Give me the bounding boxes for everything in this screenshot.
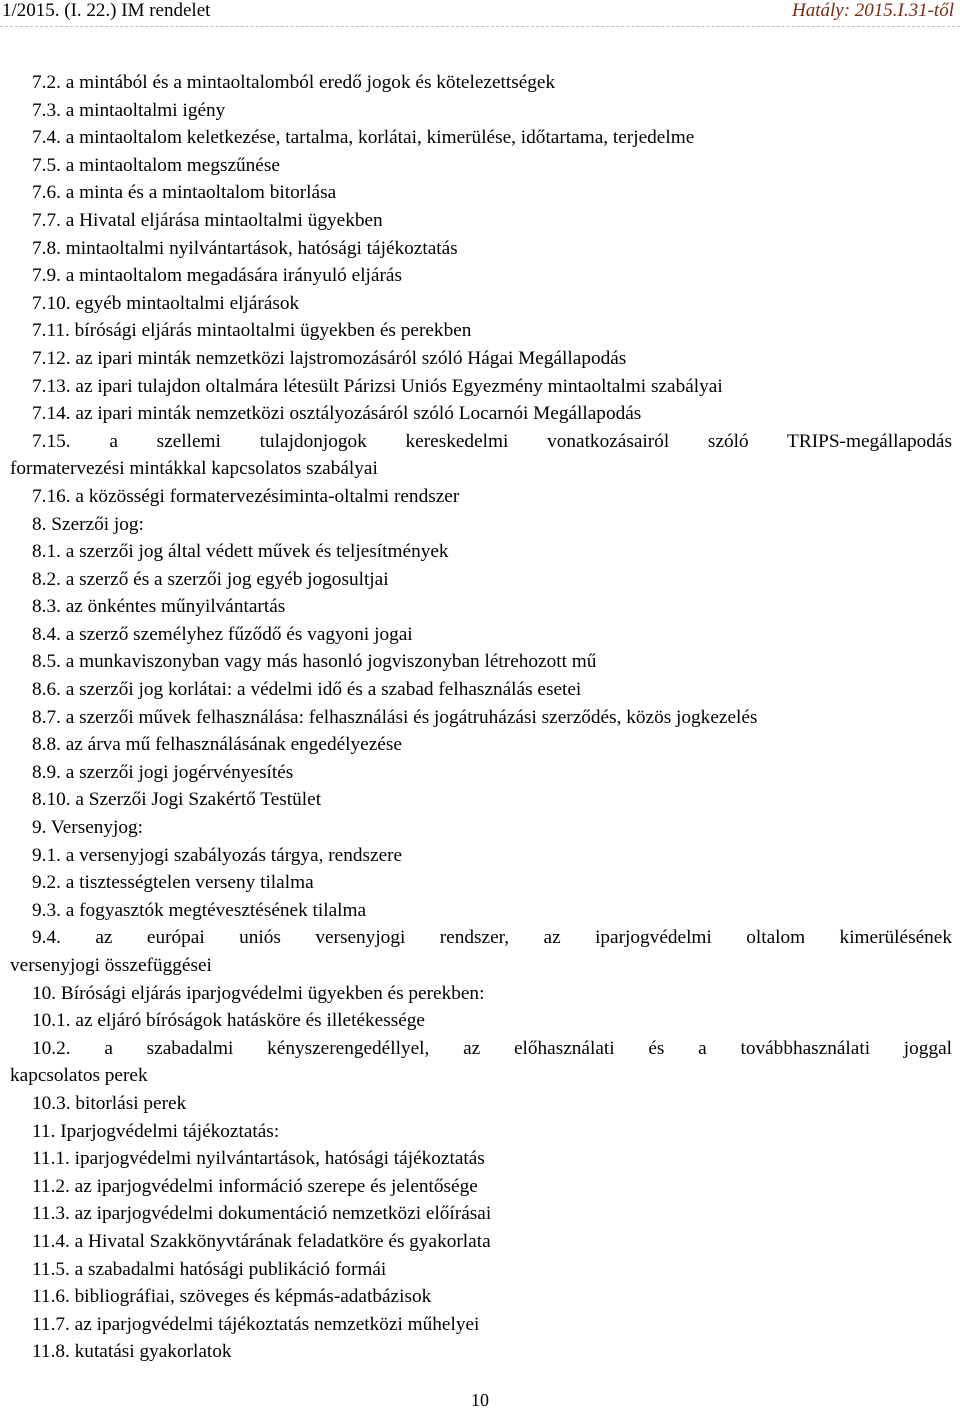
section-heading: 9. Versenyjog:	[32, 817, 144, 839]
list-item: 8.4. a szerző személyhez fűződő és vagyoni jogai	[32, 623, 413, 645]
list-item: 10.2. a szabadalmi kényszerengedéllyel, az előhasználati és a továbbhasználati joggal	[32, 1037, 952, 1059]
list-item: 10.3. bitorlási perek	[32, 1092, 187, 1114]
header-divider	[0, 26, 960, 27]
list-item: 7.5. a mintaoltalom megszűnése	[32, 154, 280, 176]
list-item: 7.13. az ipari tulajdon oltalmára létesült Párizsi Uniós Egyezmény mintaoltalmi szabályai	[32, 375, 723, 397]
header-decree-title: 1/2015. (I. 22.) IM rendelet	[2, 0, 211, 21]
list-item: 8.9. a szerzői jogi jogérvényesítés	[32, 761, 294, 783]
list-item: 8.3. az önkéntes műnyilvántartás	[32, 596, 286, 618]
list-item: 7.14. az ipari minták nemzetközi osztályozásáról szóló Locarnói Megállapodás	[32, 403, 642, 425]
section-heading: 11. Iparjogvédelmi tájékoztatás:	[32, 1120, 280, 1142]
list-item: 7.8. mintaoltalmi nyilvántartások, hatósági tájékoztatás	[32, 237, 458, 259]
page-number: 10	[471, 1390, 489, 1410]
list-item: 11.1. iparjogvédelmi nyilvántartások, hatósági tájékoztatás	[32, 1148, 485, 1170]
list-item: 11.2. az iparjogvédelmi információ szerepe és jelentősége	[32, 1175, 478, 1197]
list-item: 11.4. a Hivatal Szakkönyvtárának feladatköre és gyakorlata	[32, 1230, 491, 1252]
list-item: 7.2. a mintából és a mintaoltalomból eredő jogok és kötelezettségek	[32, 72, 556, 93]
list-item: 7.9. a mintaoltalom megadására irányuló eljárás	[32, 265, 402, 287]
list-item: 7.4. a mintaoltalom keletkezése, tartalma, korlátai, kimerülése, időtartama, terjedelme	[32, 127, 695, 149]
list-item: 9.3. a fogyasztók megtévesztésének tilalma	[32, 899, 367, 921]
list-item: 7.7. a Hivatal eljárása mintaoltalmi ügyekben	[32, 209, 383, 231]
list-item: 7.10. egyéb mintaoltalmi eljárások	[32, 292, 300, 314]
list-item: 8.2. a szerző és a szerzői jog egyéb jogosultjai	[32, 568, 389, 590]
list-item-continuation: versenyjogi összefüggései	[10, 955, 212, 976]
list-item: 8.6. a szerzői jog korlátai: a védelmi idő és a szabad felhasználás esetei	[32, 679, 582, 701]
list-item-continuation: formatervezési mintákkal kapcsolatos szabályai	[10, 458, 378, 480]
list-item: 7.11. bírósági eljárás mintaoltalmi ügyekben és perekben	[32, 320, 472, 342]
page-header	[0, 0, 960, 30]
list-item-continuation: kapcsolatos perek	[10, 1065, 148, 1087]
list-item: 8.1. a szerzői jog által védett művek és teljesítmények	[32, 541, 449, 563]
list-item: 11.5. a szabadalmi hatósági publikáció formái	[32, 1258, 387, 1280]
list-item: 9.2. a tisztességtelen verseny tilalma	[32, 872, 314, 894]
list-item: 8.5. a munkaviszonyban vagy más hasonló jogviszonyban létrehozott mű	[32, 651, 597, 673]
list-item: 9.4. az európai uniós versenyjogi rendszer, az iparjogvédelmi oltalom kimerülésének	[32, 927, 952, 949]
list-item: 11.6. bibliográfiai, szöveges és képmás-adatbázisok	[32, 1286, 432, 1308]
list-item: 7.16. a közösségi formatervezésiminta-oltalmi rendszer	[32, 485, 460, 507]
list-item: 7.3. a mintaoltalmi igény	[32, 99, 226, 121]
list-item: 11.3. az iparjogvédelmi dokumentáció nemzetközi előírásai	[32, 1203, 492, 1225]
list-item: 8.10. a Szerzői Jogi Szakértő Testület	[32, 789, 322, 811]
list-item: 7.12. az ipari minták nemzetközi lajstromozásáról szóló Hágai Megállapodás	[32, 347, 627, 369]
list-item: 9.1. a versenyjogi szabályozás tárgya, rendszere	[32, 844, 403, 866]
list-item: 11.8. kutatási gyakorlatok	[32, 1341, 232, 1363]
header-effective-date: Hatály: 2015.I.31-től	[791, 0, 954, 21]
section-heading: 8. Szerzői jog:	[32, 513, 144, 535]
section-heading: 10. Bírósági eljárás iparjogvédelmi ügyekben és perekben:	[32, 982, 485, 1004]
list-item: 8.8. az árva mű felhasználásának engedélyezése	[32, 734, 402, 756]
list-item: 7.15. a szellemi tulajdonjogok kereskedelmi vonatkozásairól szóló TRIPS-megállapodás	[32, 430, 952, 452]
list-item: 11.7. az iparjogvédelmi tájékoztatás nemzetközi műhelyei	[32, 1313, 480, 1335]
document-body	[10, 69, 952, 1366]
list-item: 10.1. az eljáró bíróságok hatásköre és illetékessége	[32, 1010, 425, 1032]
list-item: 7.6. a minta és a mintaoltalom bitorlása	[32, 182, 337, 204]
list-item: 8.7. a szerzői művek felhasználása: felhasználási és jogátruházási szerződés, közös jogkezelés	[32, 706, 758, 728]
